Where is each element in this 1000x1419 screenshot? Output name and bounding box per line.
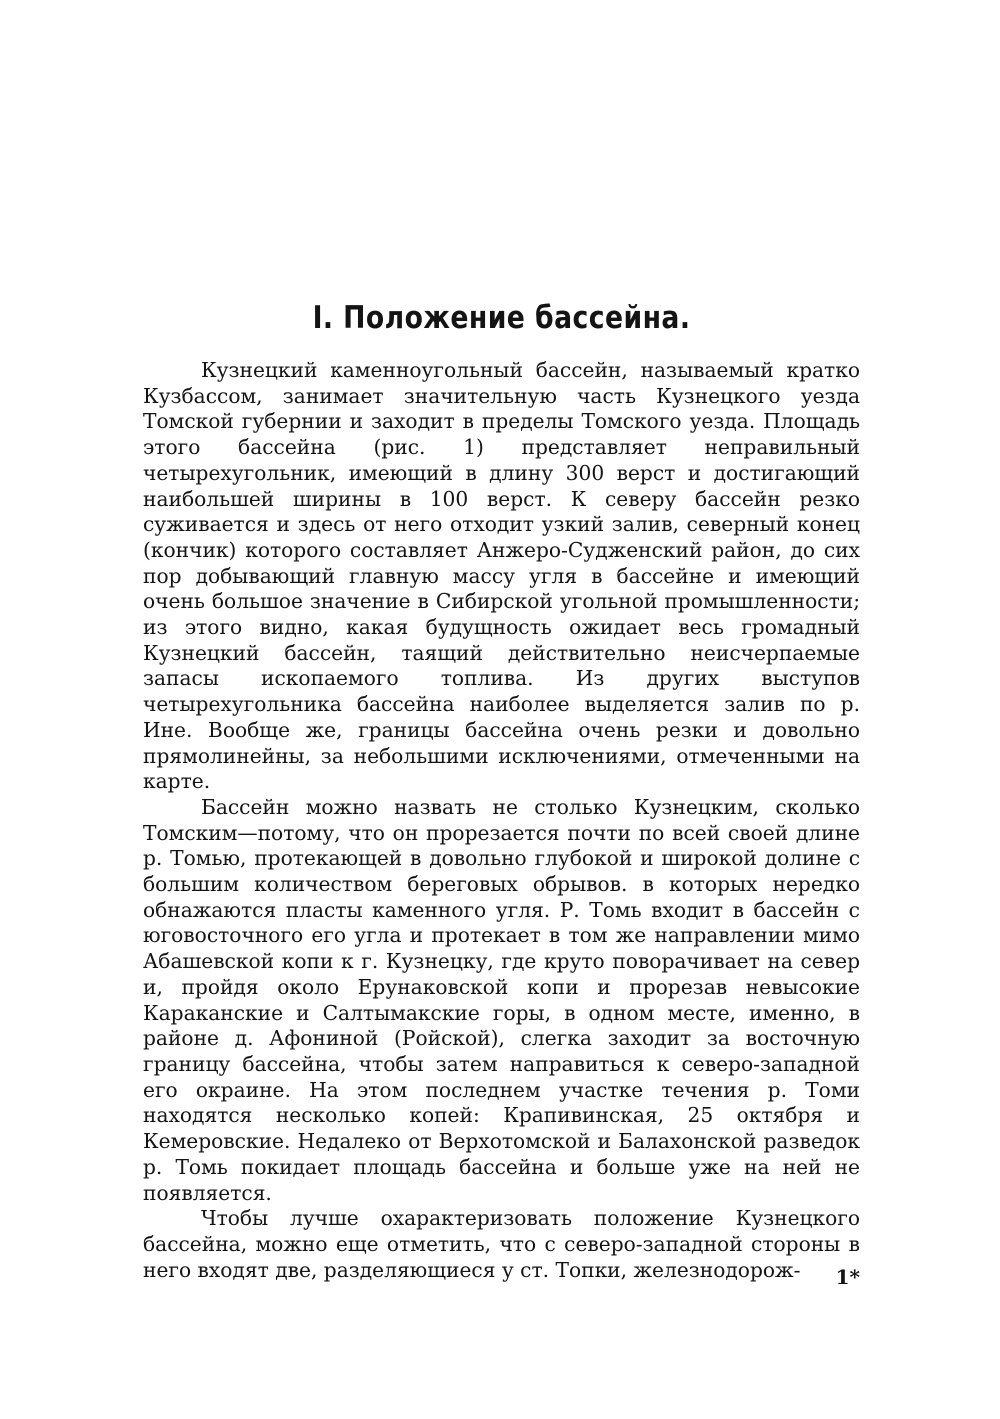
document-page bbox=[143, 300, 860, 1289]
paragraph: Бассейн можно назвать не столько Кузнецким, сколько Томским—потому, что он прорезается почти по всей своей длине р. Томью, протекающей в довольно глубокой и широкой долине с большим количеством береговых обрывов. в которых нередко обнажаются пласты каменного угля. Р. Томь входит в бассейн с юговосточного его угла и протекает в том же направлении мимо Абашевской копи к г. Кузнецку, где круто поворачивает на север и, пройдя около Ерунаковской копи и прорезав невысокие Караканские и Салтымакские горы, в одном месте, именно, в районе д. Афониной (Ройской), слегка заходит за восточную границу бассейна, чтобы затем направиться к северо-западной его окраине. На этом последнем участке течения р. Томи находятся несколько копей: Крапивинская, 25 октября и Кемеровские. Недалеко от Верхотомской и Балахонской разведок р. Томь покидает площадь бассейна и больше уже на ней не появляется. bbox=[143, 794, 860, 1205]
chapter-title: I. Положение бассейна. bbox=[312, 300, 691, 336]
body-text bbox=[143, 358, 860, 1283]
paragraph: Чтобы лучше охарактеризовать положение Кузнецкого бассейна, можно еще отметить, что с северо-западной стороны в него входят две, разделяющиеся у ст. Топки, железнодорож- bbox=[143, 1206, 860, 1282]
paragraph: Кузнецкий каменноугольный бассейн, называемый кратко Кузбассом, занимает значительную часть Кузнецкого уезда Томской губернии и заходит в пределы Томского уезда. Площадь этого бассейна (рис. 1) представляет неправильный четырехугольник, имеющий в длину 300 верст и достигающий наибольшей ширины в 100 верст. К северу бассейн резко суживается и здесь от него отходит узкий залив, северный конец (кончик) которого составляет Анжеро-Судженский район, до сих пор добывающий главную массу угля в бассейне и имеющий очень большое значение в Сибирской угольной промышленности; из этого видно, какая будущность ожидает весь громадный Кузнецкий бассейн, таящий действительно неисчерпаемые запасы ископаемого топлива. Из других выступов четырехугольника бассейна наиболее выделяется залив по р. Ине. Вообще же, границы бассейна очень резки и довольно прямолинейны, за небольшими исключениями, отмеченными на карте. bbox=[143, 358, 860, 794]
page-number: 1* bbox=[835, 1265, 860, 1289]
